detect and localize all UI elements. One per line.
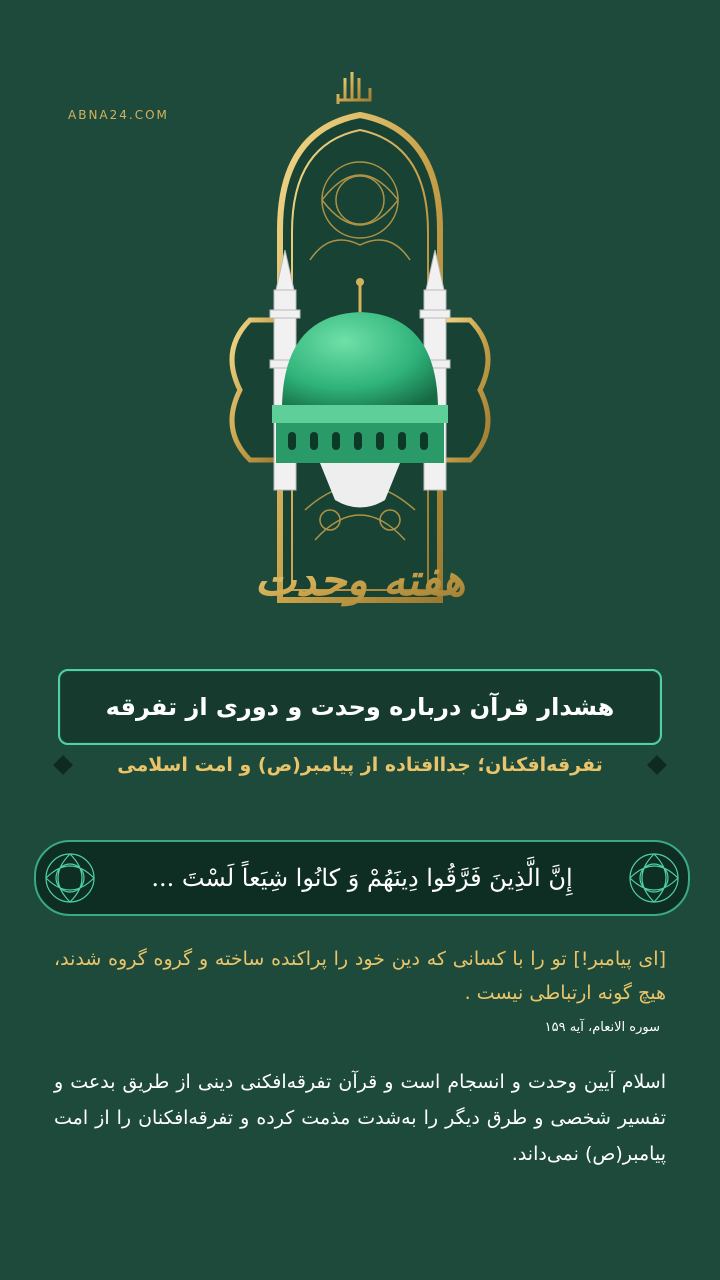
top-calligraphy-icon	[338, 72, 370, 104]
diamond-right-icon	[647, 755, 667, 775]
bottom-calligraphy: هفته وحدت	[254, 555, 466, 606]
subtitle-row	[50, 747, 670, 783]
ornament-left-icon	[40, 848, 100, 908]
diamond-left-icon	[53, 755, 73, 775]
quran-verse: إِنَّ الَّذِینَ فَرَّقُوا دِینَهُمْ وَ کانُوا شِیَعاً لَسْتَ ...	[151, 864, 573, 892]
verse-translation: [ای پیامبر!] تو را با کسانی که دین خود را پراکنده ساخته و گروه گروه شدند، هیچ گونه ارتباطی نیست .	[54, 948, 666, 1004]
title-box	[58, 669, 662, 745]
body-paragraph: اسلام آیین وحدت و انسجام است و قرآن تفرقه‌افکنی دینی از طریق بدعت و تفسیر شخصی و طرق دیگر را به‌شدت مذمت کرده و تفرقه‌افکنان را از امت پیامبر(ص) نمی‌داند.	[54, 1071, 666, 1165]
page-title: هشدار قرآن درباره وحدت و دوری از تفرقه	[105, 693, 615, 721]
subtitle: تفرقه‌افکنان؛ جداافتاده از پیامبر(ص) و امت اسلامی	[117, 754, 603, 776]
emblem-icon	[220, 60, 500, 620]
verse-box	[34, 840, 690, 916]
watermark: ABNA24.COM	[68, 108, 169, 122]
verse-reference: سوره الانعام، آیه ۱۵۹	[544, 1020, 660, 1035]
ornament-right-icon	[624, 848, 684, 908]
